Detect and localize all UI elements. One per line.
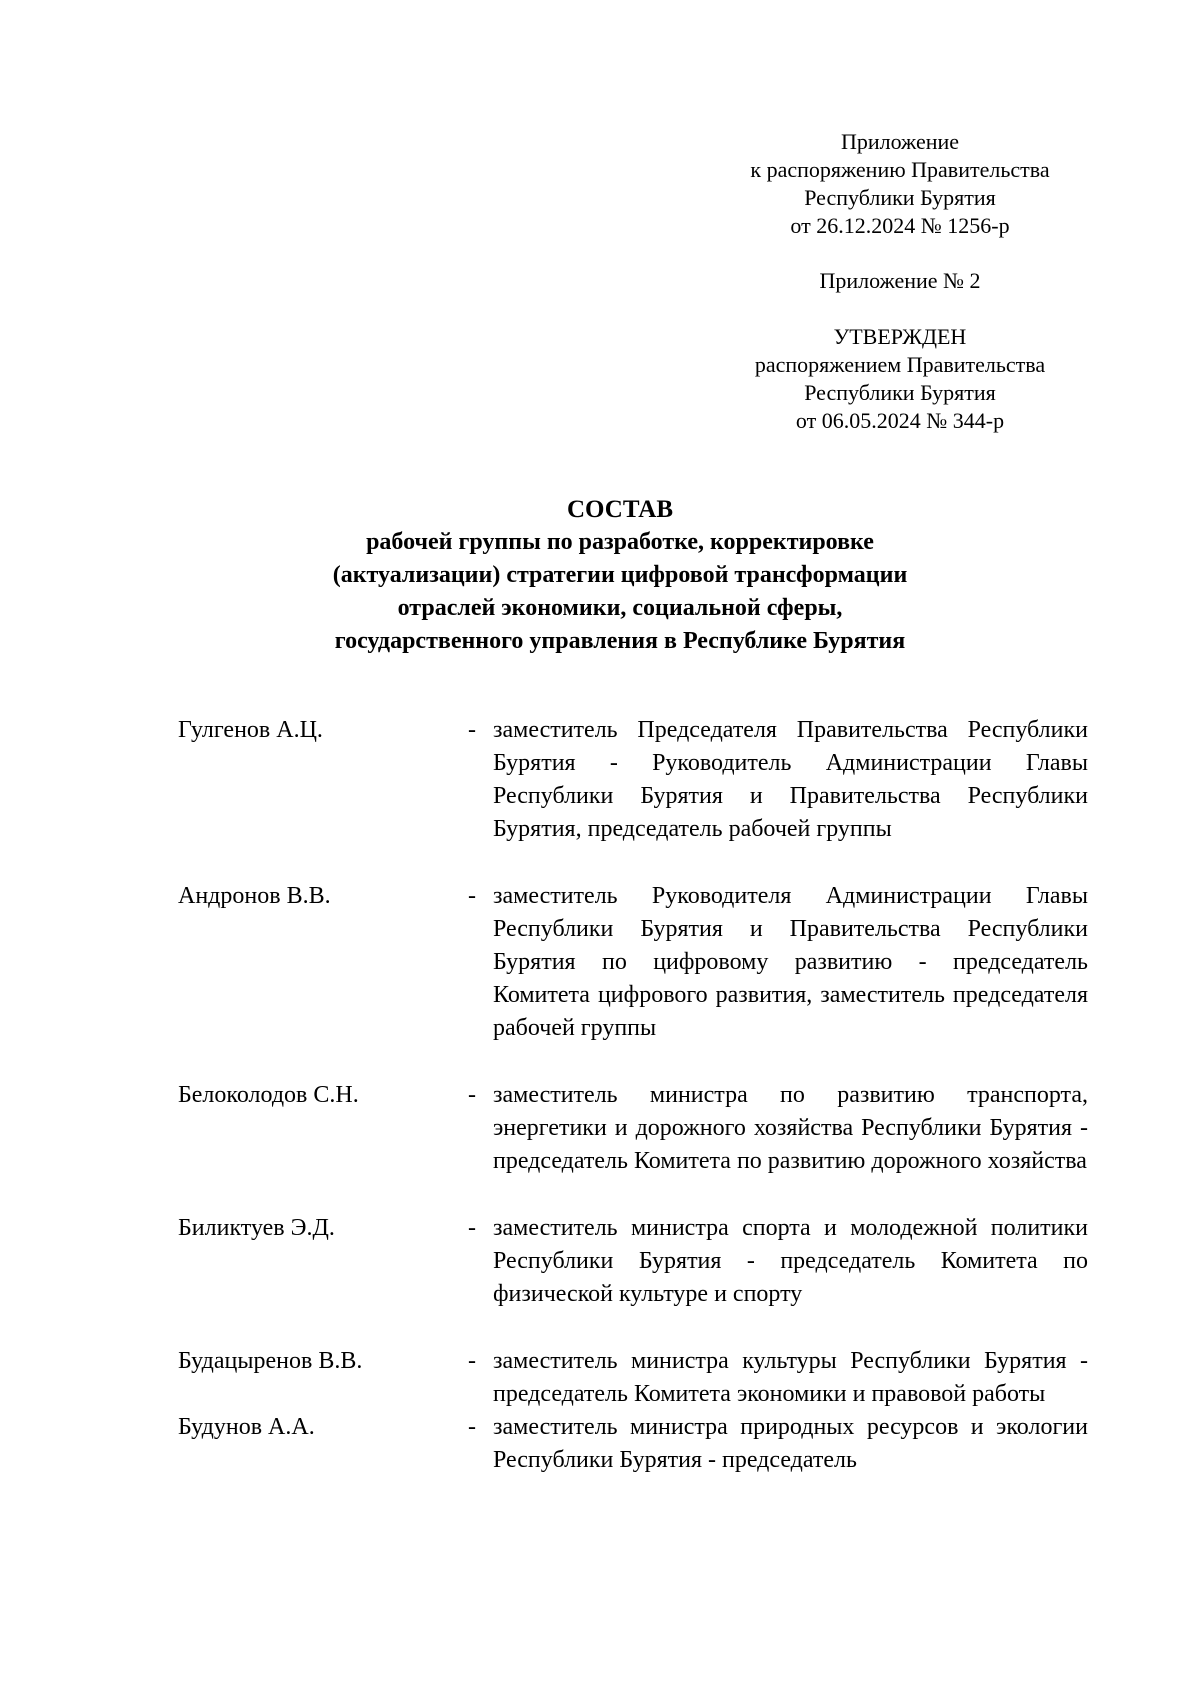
title-line: рабочей группы по разработке, корректировке bbox=[366, 529, 874, 555]
member-role: заместитель министра спорта и молодежной политики Республики Бурятия - председатель Комитета по физической культуре и спорту bbox=[493, 1215, 1088, 1307]
member-row bbox=[178, 880, 1088, 1045]
document-title bbox=[220, 493, 1020, 658]
member-dash: - bbox=[468, 1082, 476, 1108]
member-row bbox=[178, 1212, 1088, 1311]
approved-line: Республики Бурятия bbox=[804, 380, 996, 405]
member-dash: - bbox=[468, 1348, 476, 1374]
appendix-number-line: Приложение № 2 bbox=[819, 268, 981, 293]
approval-stamp-text bbox=[720, 323, 1080, 435]
member-role: заместитель Руководителя Администрации Главы Республики Бурятия и Правительства Республики Бурятия по цифровому развитию - председатель Комитета цифрового развития, заместитель председателя рабочей группы bbox=[493, 883, 1088, 1041]
appendix-number bbox=[720, 267, 1080, 295]
member-role: заместитель министра по развитию транспорта, энергетики и дорожного хозяйства Республики Бурятия - председатель Комитета по развитию дорожного хозяйства bbox=[493, 1082, 1088, 1174]
title-heading: СОСТАВ bbox=[566, 496, 674, 523]
appendix-reference bbox=[720, 128, 1080, 240]
appendix-line: Приложение bbox=[840, 129, 960, 154]
appendix-line: к распоряжению Правительства bbox=[750, 157, 1050, 182]
members-list bbox=[178, 714, 1088, 1477]
member-role: заместитель министра природных ресурсов и экологии Республики Бурятия - председатель bbox=[493, 1414, 1088, 1473]
member-row bbox=[178, 1079, 1088, 1178]
member-dash: - bbox=[468, 1414, 476, 1440]
member-name: Белоколодов С.Н. bbox=[178, 1082, 359, 1108]
member-name: Биликтуев Э.Д. bbox=[178, 1215, 335, 1241]
approved-line: от 06.05.2024 № 344-р bbox=[795, 408, 1005, 433]
title-line: (актуализации) стратегии цифровой трансформации bbox=[332, 562, 908, 588]
appendix-line: Республики Бурятия bbox=[804, 185, 996, 210]
member-dash: - bbox=[468, 883, 476, 909]
member-name: Андронов В.В. bbox=[178, 883, 331, 909]
appendix-line: от 26.12.2024 № 1256-р bbox=[790, 213, 1010, 238]
member-row bbox=[178, 714, 1088, 846]
member-role: заместитель министра культуры Республики Бурятия - председатель Комитета экономики и правовой работы bbox=[493, 1348, 1088, 1407]
member-dash: - bbox=[468, 1215, 476, 1241]
approved-line: распоряжением Правительства bbox=[754, 352, 1046, 377]
title-line: отраслей экономики, социальной сферы, bbox=[397, 595, 843, 621]
member-name: Гулгенов А.Ц. bbox=[178, 717, 323, 743]
member-role: заместитель Председателя Правительства Республики Бурятия - Руководитель Администрации Главы Республики Бурятия и Правительства Республики Бурятия, председатель рабочей группы bbox=[493, 717, 1088, 842]
member-dash: - bbox=[468, 717, 476, 743]
member-row bbox=[178, 1411, 1088, 1477]
member-name: Будацыренов В.В. bbox=[178, 1348, 363, 1374]
approved-line: УТВЕРЖДЕН bbox=[833, 324, 967, 349]
member-row bbox=[178, 1345, 1088, 1411]
title-line: государственного управления в Республике Бурятия bbox=[334, 628, 906, 654]
member-name: Будунов А.А. bbox=[178, 1414, 315, 1440]
